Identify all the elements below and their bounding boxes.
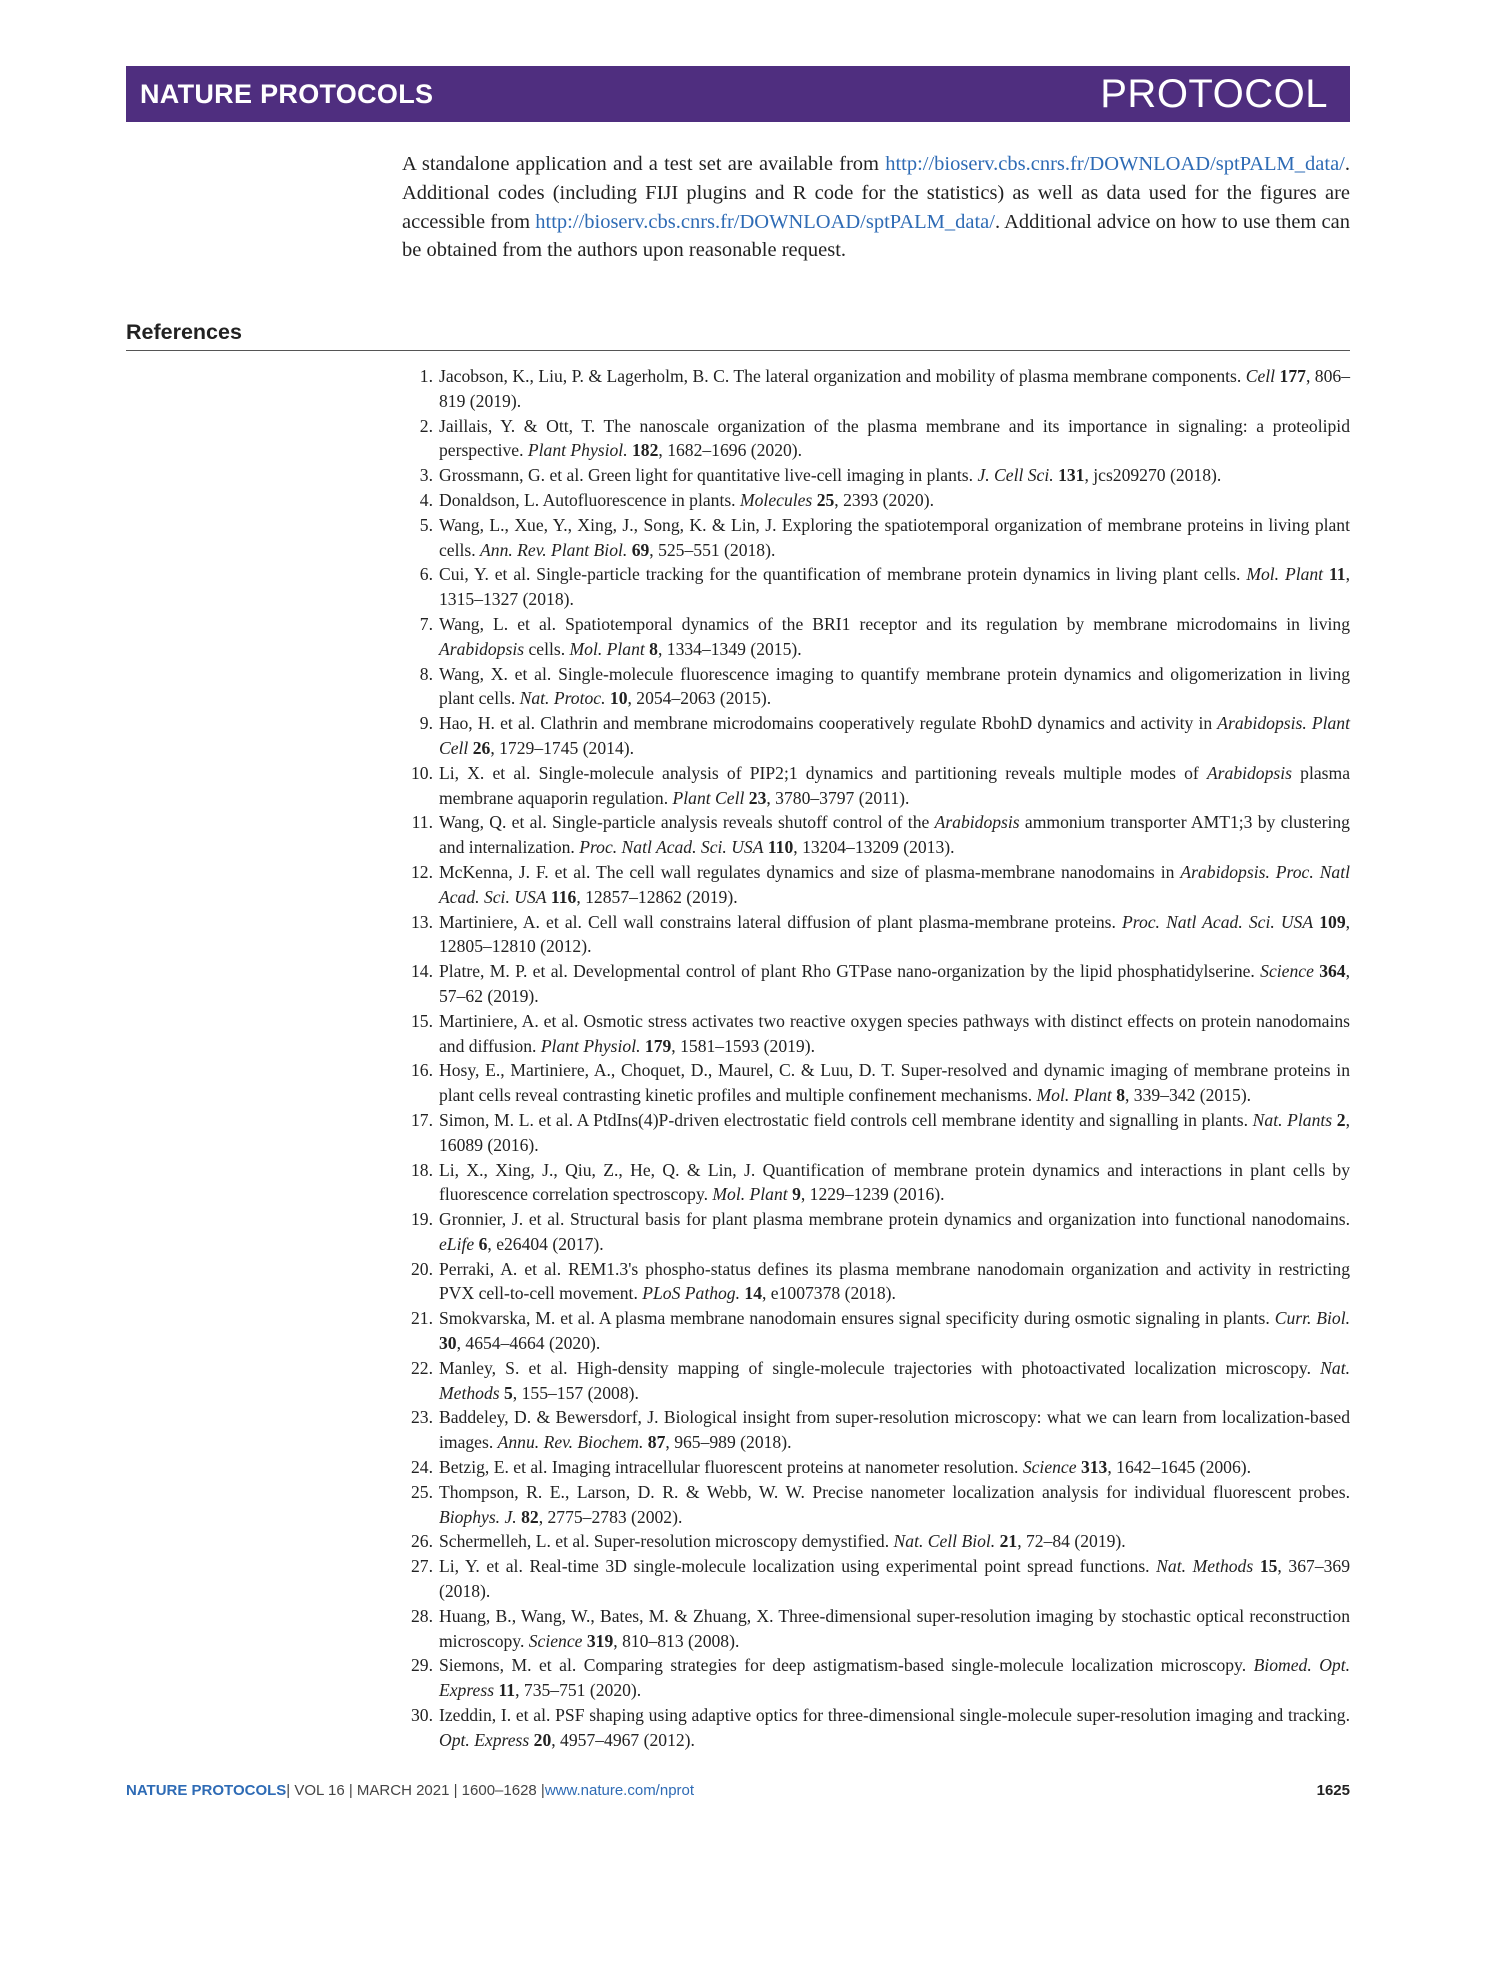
journal-title: Arabidopsis. Plant Cell	[439, 713, 1350, 758]
reference-segment: Cui, Y. et al. Single-particle tracking for the quantification of membrane protein dynamics in living plant cells.	[439, 564, 1247, 585]
reference-item	[402, 364, 1350, 414]
reference-segment: , 965–989 (2018).	[665, 1432, 792, 1453]
availability-text-3: . Additional advice on how to use them can be obtained from the authors upon reasonable request.	[402, 210, 1350, 262]
reference-segment: , 57–62 (2019).	[439, 961, 1350, 1006]
reference-text	[439, 1529, 1350, 1554]
reference-text	[439, 910, 1350, 960]
reference-text	[439, 364, 1350, 414]
journal-title: Proc. Natl Acad. Sci. USA	[579, 837, 764, 858]
reference-number: 17.	[411, 1109, 433, 1130]
reference-number: 10.	[411, 762, 433, 783]
reference-item	[402, 1703, 1350, 1753]
reference-item	[402, 1108, 1350, 1158]
journal-title: Opt. Express	[439, 1729, 530, 1750]
volume-number: 10	[609, 688, 628, 709]
reference-segment: , 1315–1327 (2018).	[439, 564, 1350, 610]
reference-item	[402, 1554, 1350, 1604]
reference-item	[402, 1405, 1350, 1455]
volume-number: 5	[504, 1382, 513, 1403]
footer-url[interactable]: www.nature.com/nprot	[544, 1782, 695, 1799]
reference-number: 25.	[411, 1481, 433, 1502]
reference-number: 18.	[411, 1159, 433, 1180]
journal-title: Mol. Plant	[712, 1184, 788, 1205]
reference-text	[439, 959, 1350, 1009]
volume-number: 8	[1116, 1085, 1125, 1106]
reference-segment: Platre, M. P. et al. Developmental control of plant Rho GTPase nano-organization by the lipid phosphatidylserine.	[439, 961, 1261, 982]
reference-segment: Wang, L., Xue, Y., Xing, J., Song, K. & Lin, J. Exploring the spatiotemporal organization of membrane proteins in living plant cells.	[439, 514, 1350, 560]
reference-segment: Perraki, A. et al. REM1.3's phospho-status defines its plasma membrane nanodomain organization and activity in restricting PVX cell-to-cell movement.	[439, 1258, 1350, 1304]
volume-number: 177	[1279, 366, 1306, 386]
availability-text-2: . Additional codes (including FIJI plugins and R code for the statistics) as well as data used for the figures are accessible from	[402, 153, 1350, 233]
reference-segment: , 1581–1593 (2019).	[671, 1035, 815, 1056]
reference-text	[439, 612, 1350, 662]
footer-issue: | VOL 16 | MARCH 2021 | 1600–1628 |	[286, 1782, 545, 1799]
reference-segment: Wang, L. et al. Spatiotemporal dynamics of the BRI1 receptor and its regulation by membrane microdomains in living	[439, 613, 1350, 634]
reference-number: 14.	[411, 961, 433, 982]
reference-number: 8.	[419, 663, 433, 684]
journal-title: Nat. Cell Biol.	[893, 1531, 996, 1552]
reference-number: 13.	[411, 911, 433, 932]
reference-item	[402, 488, 1350, 513]
reference-segment: , e26404 (2017).	[487, 1233, 604, 1254]
reference-item	[402, 1455, 1350, 1480]
reference-number: 12.	[411, 861, 433, 882]
reference-number: 16.	[411, 1060, 433, 1081]
volume-number: 2	[1336, 1109, 1346, 1130]
reference-segment: , 12857–12862 (2019).	[576, 886, 738, 907]
reference-segment: Hosy, E., Martiniere, A., Choquet, D., Maurel, C. & Luu, D. T. Super-resolved and dynamic imaging of membrane proteins in plant cells reveal contrasting kinetic profiles and multiple confinement mechanisms.	[439, 1060, 1350, 1106]
reference-item	[402, 463, 1350, 488]
reference-item	[402, 1058, 1350, 1108]
volume-number: 14	[744, 1283, 762, 1304]
reference-item	[402, 1653, 1350, 1703]
reference-number: 2.	[419, 415, 433, 436]
reference-text	[439, 562, 1350, 612]
footer-citation	[126, 1782, 694, 1799]
download-link-1[interactable]: http://bioserv.cbs.cnrs.fr/DOWNLOAD/sptPALM_data/	[885, 153, 1345, 175]
reference-segment: Wang, Q. et al. Single-particle analysis reveals shutoff control of the	[439, 812, 935, 833]
reference-segment: Hao, H. et al. Clathrin and membrane microdomains cooperatively regulate RbohD dynamics and activity in	[439, 713, 1218, 734]
reference-number: 28.	[411, 1605, 433, 1626]
reference-number: 4.	[419, 489, 433, 510]
reference-number: 22.	[411, 1357, 433, 1378]
journal-title: PLoS Pathog.	[642, 1283, 740, 1304]
reference-segment: , 12805–12810 (2012).	[439, 911, 1351, 957]
reference-segment: , 1642–1645 (2006).	[1107, 1457, 1252, 1478]
reference-segment: ammonium transporter AMT1;3 by clustering and internalization.	[439, 812, 1350, 858]
journal-title: Mol. Plant	[1036, 1085, 1112, 1106]
volume-number: 69	[631, 539, 650, 560]
article-type: PROTOCOL	[1100, 71, 1328, 116]
volume-number: 179	[644, 1035, 672, 1056]
reference-text	[439, 1058, 1350, 1108]
reference-text	[439, 1604, 1350, 1654]
reference-number: 6.	[419, 564, 433, 585]
volume-number: 319	[586, 1630, 614, 1651]
reference-text	[439, 1306, 1350, 1356]
reference-segment: Wang, X. et al. Single-molecule fluorescence imaging to quantify membrane protein dynamics and oligomerization in living plant cells.	[439, 663, 1350, 709]
reference-item	[402, 612, 1350, 662]
reference-segment: Li, X., Xing, J., Qiu, Z., He, Q. & Lin, J. Quantification of membrane protein dynamics and interactions in plant cells by fluorescence correlation spectroscopy.	[439, 1159, 1350, 1205]
volume-number: 25	[816, 489, 835, 510]
volume-number: 23	[748, 787, 767, 808]
journal-title: Plant Physiol.	[540, 1035, 641, 1056]
reference-number: 23.	[411, 1407, 433, 1428]
reference-item	[402, 1356, 1350, 1406]
reference-segment: Martiniere, A. et al. Cell wall constrains lateral diffusion of plant plasma-membrane proteins.	[439, 911, 1123, 932]
volume-number: 6	[478, 1233, 488, 1254]
reference-segment: , 367–369 (2018).	[439, 1556, 1351, 1602]
journal-title: Cell	[1245, 366, 1276, 386]
journal-title: Science	[528, 1630, 583, 1651]
reference-text	[439, 860, 1350, 910]
reference-segment: , 155–157 (2008).	[512, 1382, 639, 1403]
reference-item	[402, 662, 1350, 712]
reference-item	[402, 860, 1350, 910]
journal-title: Ann. Rev. Plant Biol.	[480, 539, 628, 560]
reference-segment: Huang, B., Wang, W., Bates, M. & Zhuang, X. Three-dimensional super-resolution imaging by stochastic optical reconstruction microscopy.	[439, 1605, 1350, 1651]
reference-item	[402, 1009, 1350, 1059]
reference-number: 19.	[411, 1209, 433, 1230]
reference-segment: , 3780–3797 (2011).	[766, 787, 910, 808]
reference-text	[439, 1703, 1350, 1753]
journal-title: Plant Cell	[672, 787, 745, 808]
reference-text	[439, 761, 1350, 811]
reference-text	[439, 1455, 1350, 1480]
reference-number: 29.	[411, 1655, 433, 1676]
journal-title: J. Cell Sci.	[977, 465, 1054, 486]
volume-number: 15	[1259, 1556, 1278, 1577]
reference-segment: , jcs209270 (2018).	[1084, 465, 1222, 486]
volume-number: 116	[550, 886, 577, 907]
reference-segment: Gronnier, J. et al. Structural basis for plant plasma membrane protein dynamics and organization into functional nanodomains.	[439, 1209, 1350, 1230]
page-number: 1625	[1316, 1782, 1350, 1799]
volume-number: 30	[439, 1333, 457, 1354]
volume-number: 110	[767, 837, 794, 858]
reference-text	[439, 1158, 1350, 1208]
reference-segment: , 4957–4967 (2012).	[551, 1729, 695, 1750]
reference-text	[439, 1554, 1350, 1604]
reference-segment: , 1334–1349 (2015).	[657, 638, 802, 659]
reference-text	[439, 662, 1350, 712]
journal-banner	[126, 66, 1350, 122]
page-footer	[126, 1782, 1350, 1799]
reference-segment: Martiniere, A. et al. Osmotic stress activates two reactive oxygen species pathways with distinct effects on protein nanodomains and diffusion.	[439, 1010, 1350, 1056]
reference-number: 20.	[411, 1258, 433, 1279]
reference-number: 7.	[419, 613, 433, 634]
reference-segment: Baddeley, D. & Bewersdorf, J. Biological insight from super-resolution microscopy: what we can learn from localization-based images.	[439, 1407, 1350, 1453]
reference-segment: , 1229–1239 (2016).	[800, 1184, 945, 1205]
volume-number: 131	[1058, 465, 1085, 486]
journal-title: Science	[1260, 961, 1314, 982]
reference-segment	[1253, 1556, 1260, 1576]
reference-number: 21.	[411, 1308, 433, 1329]
reference-segment: , 13204–13209 (2013).	[793, 837, 955, 858]
reference-text	[439, 513, 1350, 563]
volume-number: 8	[649, 638, 658, 659]
volume-number: 9	[792, 1184, 801, 1205]
reference-item	[402, 1604, 1350, 1654]
reference-segment: , 735–751 (2020).	[515, 1680, 642, 1701]
reference-number: 9.	[419, 713, 433, 734]
references-heading: References	[126, 320, 1350, 351]
reference-item	[402, 810, 1350, 860]
volume-number: 87	[647, 1432, 666, 1453]
reference-number: 26.	[411, 1531, 433, 1552]
volume-number: 11	[498, 1680, 516, 1701]
journal-title: Plant Physiol.	[527, 440, 628, 461]
reference-text	[439, 711, 1350, 761]
reference-text	[439, 414, 1350, 464]
reference-segment: Li, Y. et al. Real-time 3D single-molecule localization using experimental point spread functions.	[439, 1556, 1157, 1577]
reference-segment: Siemons, M. et al. Comparing strategies for deep astigmatism-based single-molecule localization microscopy.	[439, 1655, 1254, 1676]
reference-segment: Izeddin, I. et al. PSF shaping using adaptive optics for three-dimensional single-molecule super-resolution imaging and tracking.	[439, 1705, 1350, 1726]
journal-title: Biophys. J.	[439, 1506, 517, 1527]
reference-item	[402, 959, 1350, 1009]
data-availability-paragraph	[402, 150, 1350, 265]
reference-segment: Donaldson, L. Autofluorescence in plants.	[439, 489, 740, 510]
volume-number: 20	[533, 1729, 552, 1750]
footer-journal: NATURE PROTOCOLS	[126, 1782, 287, 1799]
reference-number: 11.	[411, 812, 433, 833]
reference-text	[439, 1356, 1350, 1406]
reference-segment: plasma membrane aquaporin regulation.	[439, 762, 1350, 808]
journal-title: Nat. Protoc.	[519, 688, 606, 709]
reference-text	[439, 1480, 1350, 1530]
reference-text	[439, 1207, 1350, 1257]
reference-number: 3.	[419, 465, 433, 486]
journal-title: Annu. Rev. Biochem.	[497, 1432, 644, 1453]
reference-item	[402, 562, 1350, 612]
reference-segment: Thompson, R. E., Larson, D. R. & Webb, W. W. Precise nanometer localization analysis for individual fluorescent probes.	[439, 1481, 1350, 1502]
reference-item	[402, 414, 1350, 464]
reference-segment: , 810–813 (2008).	[613, 1630, 740, 1651]
reference-item	[402, 1306, 1350, 1356]
reference-segment: , 72–84 (2019).	[1017, 1531, 1126, 1552]
reference-segment: Grossmann, G. et al. Green light for quantitative live-cell imaging in plants.	[439, 465, 978, 486]
reference-list	[402, 364, 1350, 1753]
reference-segment: , 16089 (2016).	[439, 1109, 1350, 1155]
journal-title: Nat. Methods	[1156, 1556, 1254, 1577]
volume-number: 21	[999, 1531, 1018, 1552]
reference-segment: , 2054–2063 (2015).	[627, 688, 772, 709]
journal-title: Science	[1022, 1457, 1077, 1478]
reference-segment: cells.	[524, 638, 570, 659]
reference-segment: Schermelleh, L. et al. Super-resolution microscopy demystified.	[439, 1531, 894, 1552]
journal-title: Arabidopsis	[934, 812, 1020, 833]
reference-segment: , 1729–1745 (2014).	[490, 737, 634, 758]
volume-number: 26	[472, 737, 491, 758]
reference-segment: Jaillais, Y. & Ott, T. The nanoscale organization of the plasma membrane and its importance in signaling: a proteolipid perspective.	[439, 415, 1350, 461]
reference-segment: Betzig, E. et al. Imaging intracellular fluorescent proteins at nanometer resolution.	[439, 1457, 1023, 1478]
reference-text	[439, 1405, 1350, 1455]
volume-number: 82	[521, 1506, 539, 1527]
reference-item	[402, 1529, 1350, 1554]
reference-segment: Smokvarska, M. et al. A plasma membrane nanodomain ensures signal specificity during osmotic signaling in plants.	[439, 1308, 1275, 1329]
reference-segment: Li, X. et al. Single-molecule analysis of PIP2;1 dynamics and partitioning reveals multiple modes of	[439, 762, 1207, 783]
reference-text	[439, 488, 1350, 513]
volume-number: 109	[1319, 911, 1346, 932]
reference-segment: , 339–342 (2015).	[1125, 1085, 1252, 1106]
journal-title: eLife	[439, 1233, 475, 1254]
reference-text	[439, 1108, 1350, 1158]
reference-number: 5.	[419, 514, 433, 535]
reference-number: 30.	[411, 1705, 433, 1726]
reference-item	[402, 711, 1350, 761]
reference-segment: Jacobson, K., Liu, P. & Lagerholm, B. C. The lateral organization and mobility of plasma membrane components.	[439, 366, 1246, 386]
reference-segment: , 2393 (2020).	[834, 489, 934, 510]
reference-number: 24.	[411, 1457, 433, 1478]
reference-item	[402, 761, 1350, 811]
journal-title: Nat. Methods	[439, 1357, 1350, 1403]
reference-item	[402, 1158, 1350, 1208]
reference-item	[402, 1480, 1350, 1530]
reference-segment: , 525–551 (2018).	[649, 539, 776, 560]
volume-number: 11	[1328, 564, 1346, 585]
reference-text	[439, 1009, 1350, 1059]
reference-segment: , 2775–2783 (2002).	[538, 1506, 683, 1527]
availability-text-1: A standalone application and a test set are available from	[402, 153, 886, 175]
reference-item	[402, 1257, 1350, 1307]
journal-title: Arabidopsis. Proc. Natl Acad. Sci. USA	[439, 861, 1351, 907]
volume-number: 364	[1319, 961, 1346, 982]
reference-number: 15.	[411, 1010, 433, 1031]
reference-item	[402, 513, 1350, 563]
download-link-2[interactable]: http://bioserv.cbs.cnrs.fr/DOWNLOAD/sptPALM_data/	[535, 210, 995, 233]
reference-segment: Simon, M. L. et al. A PtdIns(4)P-driven electrostatic field controls cell membrane identity and signalling in plants.	[439, 1109, 1253, 1130]
reference-item	[402, 1207, 1350, 1257]
journal-title: Proc. Natl Acad. Sci. USA	[1122, 911, 1314, 932]
journal-title: Biomed. Opt. Express	[439, 1655, 1350, 1701]
journal-title: Mol. Plant	[1246, 564, 1324, 585]
reference-segment: , 806–819 (2019).	[439, 366, 1350, 411]
reference-segment: , 1682–1696 (2020).	[658, 440, 803, 461]
volume-number: 182	[632, 440, 659, 461]
volume-number: 313	[1080, 1457, 1108, 1478]
journal-title: Molecules	[739, 489, 813, 510]
journal-title: Arabidopsis	[1206, 762, 1292, 783]
reference-text	[439, 1653, 1350, 1703]
reference-segment: , e1007378 (2018).	[762, 1283, 896, 1304]
reference-item	[402, 910, 1350, 960]
reference-text	[439, 463, 1350, 488]
journal-title: Mol. Plant	[569, 638, 645, 659]
reference-segment: Manley, S. et al. High-density mapping of single-molecule trajectories with photoactivated localization microscopy.	[439, 1357, 1321, 1378]
reference-number: 1.	[419, 366, 433, 386]
journal-title: Nat. Plants	[1252, 1109, 1333, 1130]
journal-name: NATURE PROTOCOLS	[140, 78, 434, 109]
journal-title: Curr. Biol.	[1274, 1308, 1350, 1329]
reference-text	[439, 1257, 1350, 1307]
reference-segment: McKenna, J. F. et al. The cell wall regulates dynamics and size of plasma-membrane nanodomains in	[439, 861, 1181, 882]
reference-text	[439, 810, 1350, 860]
reference-number: 27.	[411, 1556, 433, 1577]
reference-segment: , 4654–4664 (2020).	[456, 1333, 601, 1354]
journal-title: Arabidopsis	[439, 638, 525, 659]
